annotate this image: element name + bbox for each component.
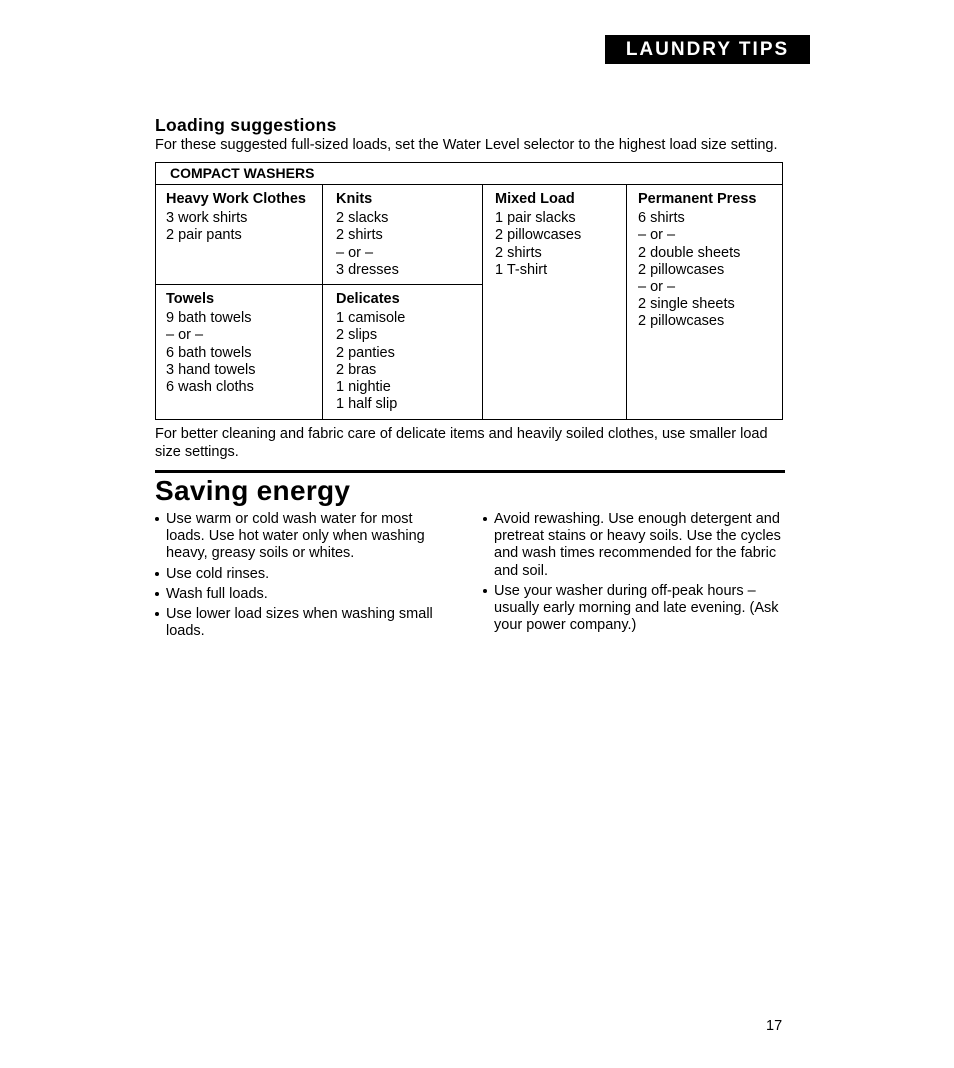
list-item: 6 wash cloths <box>166 379 254 396</box>
list-item: Use lower load sizes when washing small loads. <box>155 606 455 640</box>
list-item: 1 nightie <box>336 379 391 396</box>
page-number: 17 <box>766 1018 783 1034</box>
list-item: 1 T-shirt <box>495 261 548 278</box>
list-item: 3 dresses <box>336 261 399 278</box>
cell-heading: Heavy Work Clothes <box>166 191 306 207</box>
list-item: 2 panties <box>336 344 395 361</box>
cell-heading: Knits <box>336 191 373 207</box>
list-item: 2 pair pants <box>166 227 242 244</box>
list-item: 2 slips <box>336 327 378 344</box>
list-item: Avoid rewashing. Use enough detergent and pretreat stains or heavy soils. Use the cycles and wash times recommended for the fabric and soil. <box>483 511 785 580</box>
cell-heading: Delicates <box>336 291 400 307</box>
col-divider <box>322 185 323 419</box>
cell-heading: Permanent Press <box>638 191 757 207</box>
table-title: COMPACT WASHERS <box>156 163 782 185</box>
loading-intro: For these suggested full-sized loads, set the Water Level selector to the highest load size setting. <box>155 137 778 153</box>
cell-mixed-load <box>495 191 581 279</box>
list-item: Use your washer during off-peak hours – usually early morning and late evening. (Ask your power company.) <box>483 583 785 635</box>
list-item: 1 camisole <box>336 310 406 327</box>
cell-heading: Mixed Load <box>495 191 575 207</box>
list-item: 2 pillowcases <box>495 227 582 244</box>
list-item: 3 work shirts <box>166 210 248 227</box>
cell-delicates <box>336 291 405 413</box>
list-item: 1 pair slacks <box>495 210 576 227</box>
list-item: Wash full loads. <box>155 586 455 603</box>
saving-energy-title: Saving energy <box>155 475 351 506</box>
col-divider <box>482 185 483 419</box>
list-item: Use cold rinses. <box>155 566 455 583</box>
list-item: 9 bath towels <box>166 310 252 327</box>
section-divider <box>155 470 785 473</box>
energy-tips-right <box>483 511 785 637</box>
list-item: 2 bras <box>336 361 377 378</box>
list-item: 2 shirts <box>336 227 383 244</box>
section-tab: LAUNDRY TIPS <box>605 35 810 64</box>
list-item: 2 slacks <box>336 210 389 227</box>
list-item: Use warm or cold wash water for most loads. Use hot water only when washing heavy, greasy soils or whites. <box>155 511 455 563</box>
list-item: 1 half slip <box>336 396 398 413</box>
cell-knits <box>336 191 399 279</box>
compact-washers-table <box>155 162 783 420</box>
list-item: – or – <box>638 227 676 244</box>
list-item: – or – <box>336 244 374 261</box>
cell-towels <box>166 291 255 396</box>
loading-suggestions-title: Loading suggestions <box>155 115 337 135</box>
energy-tips-left <box>155 511 455 643</box>
list-item: 3 hand towels <box>166 361 256 378</box>
list-item: 2 shirts <box>495 244 542 261</box>
cell-heavy-work-clothes <box>166 191 306 245</box>
cell-permanent-press <box>638 191 756 331</box>
list-item: 2 double sheets <box>638 244 741 261</box>
list-item: 2 pillowcases <box>638 313 725 330</box>
list-item: 2 pillowcases <box>638 261 725 278</box>
cell-heading: Towels <box>166 291 215 307</box>
list-item: 6 shirts <box>638 210 685 227</box>
row-divider <box>156 284 482 285</box>
col-divider <box>626 185 627 419</box>
list-item: – or – <box>166 327 204 344</box>
list-item: 6 bath towels <box>166 344 252 361</box>
list-item: 2 single sheets <box>638 296 735 313</box>
list-item: – or – <box>638 279 676 296</box>
loading-note: For better cleaning and fabric care of delicate items and heavily soiled clothes, use smaller load size settings. <box>155 426 768 460</box>
